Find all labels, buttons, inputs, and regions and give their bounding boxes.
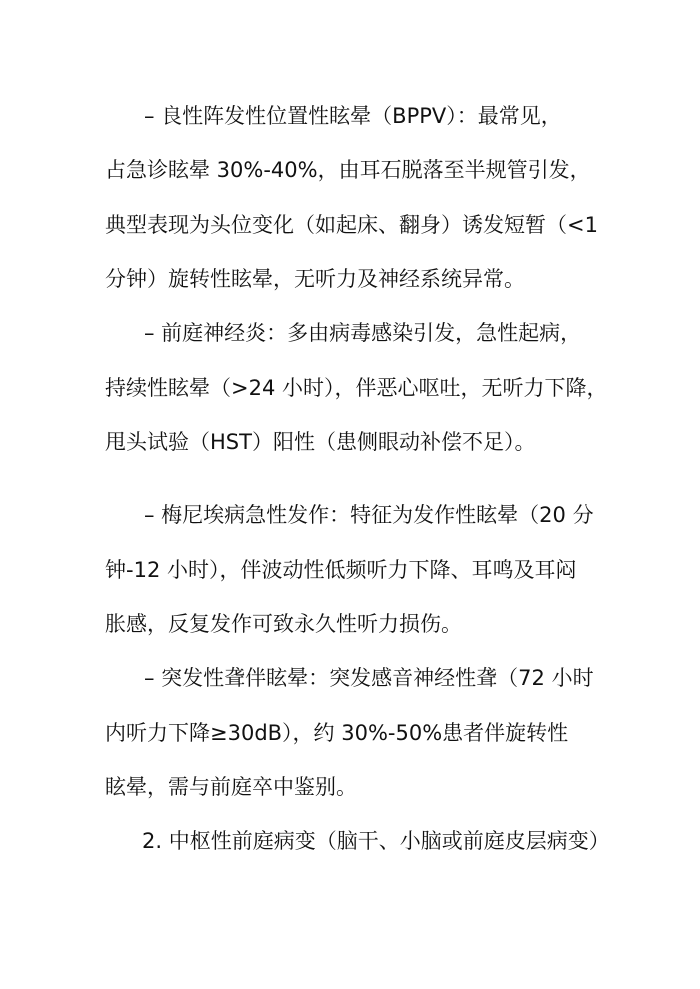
sudden-deafness-line-2: 内听力下降≥30dB），约 30%-50%患者伴旋转性 [105, 721, 569, 745]
meniere-line-2: 钟-12 小时），伴波动性低频听力下降、耳鸣及耳闷 [105, 558, 577, 582]
sudden-deafness-line-1: – 突发性聋伴眩晕：突发感音神经性聋（72 小时 [144, 666, 594, 690]
bppv-line-3: 典型表现为头位变化（如起床、翻身）诱发短暂（<1 [105, 213, 598, 237]
central-lesion-heading: 2. 中枢性前庭病变（脑干、小脑或前庭皮层病变） [142, 829, 610, 853]
bppv-line-1: – 良性阵发性位置性眩晕（BPPV）：最常见， [144, 104, 562, 128]
meniere-line-1: – 梅尼埃病急性发作：特征为发作性眩晕（20 分 [144, 503, 594, 527]
neuritis-line-1: – 前庭神经炎：多由病毒感染引发，急性起病， [144, 321, 582, 345]
sudden-deafness-line-3: 眩晕，需与前庭卒中鉴别。 [105, 775, 357, 799]
neuritis-line-3: 甩头试验（HST）阳性（患侧眼动补偿不足）。 [105, 430, 536, 454]
meniere-line-3: 胀感，反复发作可致永久性听力损伤。 [105, 612, 462, 636]
bppv-line-2: 占急诊眩晕 30%-40%，由耳石脱落至半规管引发， [105, 158, 591, 182]
neuritis-line-2: 持续性眩晕（>24 小时），伴恶心呕吐，无听力下降， [105, 376, 608, 400]
bppv-line-4: 分钟）旋转性眩晕，无听力及神经系统异常。 [105, 267, 525, 291]
